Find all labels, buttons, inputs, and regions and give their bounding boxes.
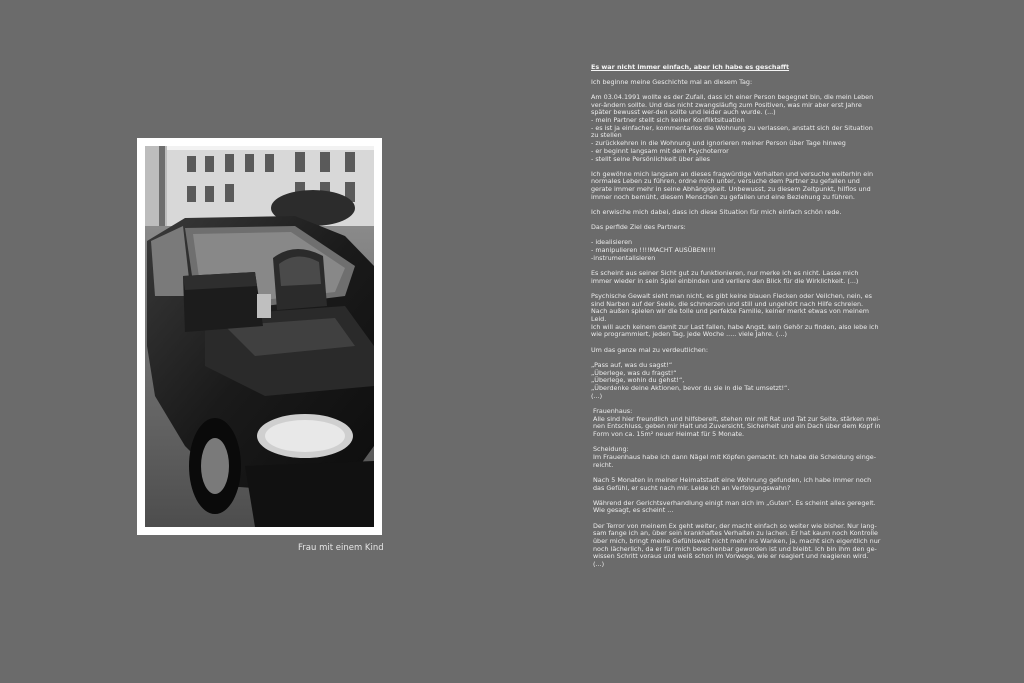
paragraph: Der Terror von meinem Ex geht weiter, der macht einfach so weiter wie bisher. Nur lang-sam fange ich an, über sein krankhaftes Verhalten zu lachen. Er hat kaum noch Kontrolle über mich, bringt meine Gefühlswelt nicht mehr ins Wanken, ja, macht sich eigentlich nur noch lächerlich, da er für mich berechenbar geworden ist und bleibt. Ich bin ihm den ge-wissen Schritt voraus und weiß schon im Vorwege, wie er reagiert und reagieren wird. (...) bbox=[593, 521, 881, 569]
photo-frame bbox=[137, 138, 382, 535]
paragraph: Scheidung: Im Frauenhaus habe ich dann Nägel mit Köpfen gemacht. Ich habe die Scheidung einge-reicht. bbox=[593, 445, 877, 469]
paragraph: Das perfide Ziel des Partners: bbox=[591, 223, 686, 232]
paragraph: Nach 5 Monaten in meiner Heimatstadt eine Wohnung gefunden, ich habe immer noch das Gefühl, er sucht nach mir. Leide ich an Verfolgungswahn? bbox=[593, 475, 872, 492]
photo-caption: Frau mit einem Kind bbox=[298, 543, 384, 553]
article-title: Es war nicht immer einfach, aber ich habe es geschafft bbox=[591, 63, 790, 71]
paragraph: Am 03.04.1991 wollte es der Zufall, dass ich einer Person begegnet bin, die mein Leben ver-ändern sollte. Und das nicht zwangsläufig zum Positiven, was mir aber erst Jahre später bewusst wer-den sollte und leider auch wurde. (...) - mein Partner stellt sich keiner Konfliktsituation - es ist ja einfacher, kommentarlos die Wohnung zu verlassen, anstatt sich der Situation zu stellen - zurückkehren in die Wohnung und ignorieren meiner Person über Tage hinweg - er beginnt langsam mit dem Psychoterror - stellt seine Persönlichkeit über alles bbox=[591, 92, 874, 163]
paragraph: „Pass auf, was du sagst!“ „Überlege, was du fragst!“ „Überlege, wohin du gehst!“, „Überdenke deine Aktionen, bevor du sie in die Tat umsetzt!“. (...) bbox=[591, 360, 790, 400]
paragraph: Ich gewöhne mich langsam an dieses fragwürdige Verhalten und versuche weiterhin ein normales Leben zu führen, ordne mich unter, versuche dem Partner zu gefallen und gerate immer mehr in seine Abhängigkeit. Unbewusst, zu diesem Zeitpunkt, hilflos und immer noch bemüht, diesem Menschen zu gefallen und eine Beziehung zu führen. bbox=[591, 169, 874, 201]
article bbox=[591, 64, 881, 576]
paragraph: Psychische Gewalt sieht man nicht, es gibt keine blauen Flecken oder Veilchen, nein, es sind Narben auf der Seele, die schmerzen und still und ungehört nach Hilfe schreien. Nach außen spielen wir die tolle und perfekte Familie, keiner merkt etwas von meinem Leid. Ich will auch keinem damit zur Last fallen, habe Angst, kein Gehör zu finden, also lebe ich wie programmiert, jeden Tag, jede Woche ..... viele Jahre. (...) bbox=[591, 291, 879, 339]
paragraph: Während der Gerichtsverhandlung einigt man sich im „Guten“. Es scheint alles geregelt. Wie gesagt, es scheint ... bbox=[593, 498, 876, 515]
car-photo bbox=[145, 146, 374, 527]
paragraph: Es scheint aus seiner Sicht gut zu funktionieren, nur merke ich es nicht. Lasse mich immer wieder in sein Spiel einbinden und verliere den Blick für die Wirklichkeit. (...) bbox=[591, 269, 859, 285]
paragraph: Frauenhaus: Alle sind hier freundlich und hilfsbereit, stehen mir mit Rat und Tat zur Seite, stärken mei-nen Entschluss, geben mir Halt und Zuversicht, Sicherheit und ein Dach über dem Kopf in Form von ca. 15m² neuer Heimat für 5 Monate. bbox=[593, 406, 881, 439]
paragraph: - idealisieren - manipulieren !!!!MACHT AUSÜBEN!!!! -instrumentalisieren bbox=[591, 238, 716, 262]
paragraph: Ich beginne meine Geschichte mal an diesem Tag: bbox=[591, 77, 753, 86]
paragraph: Um das ganze mal zu verdeutlichen: bbox=[591, 345, 709, 354]
paragraph: Ich erwische mich dabei, dass ich diese Situation für mich einfach schön rede. bbox=[591, 208, 842, 217]
